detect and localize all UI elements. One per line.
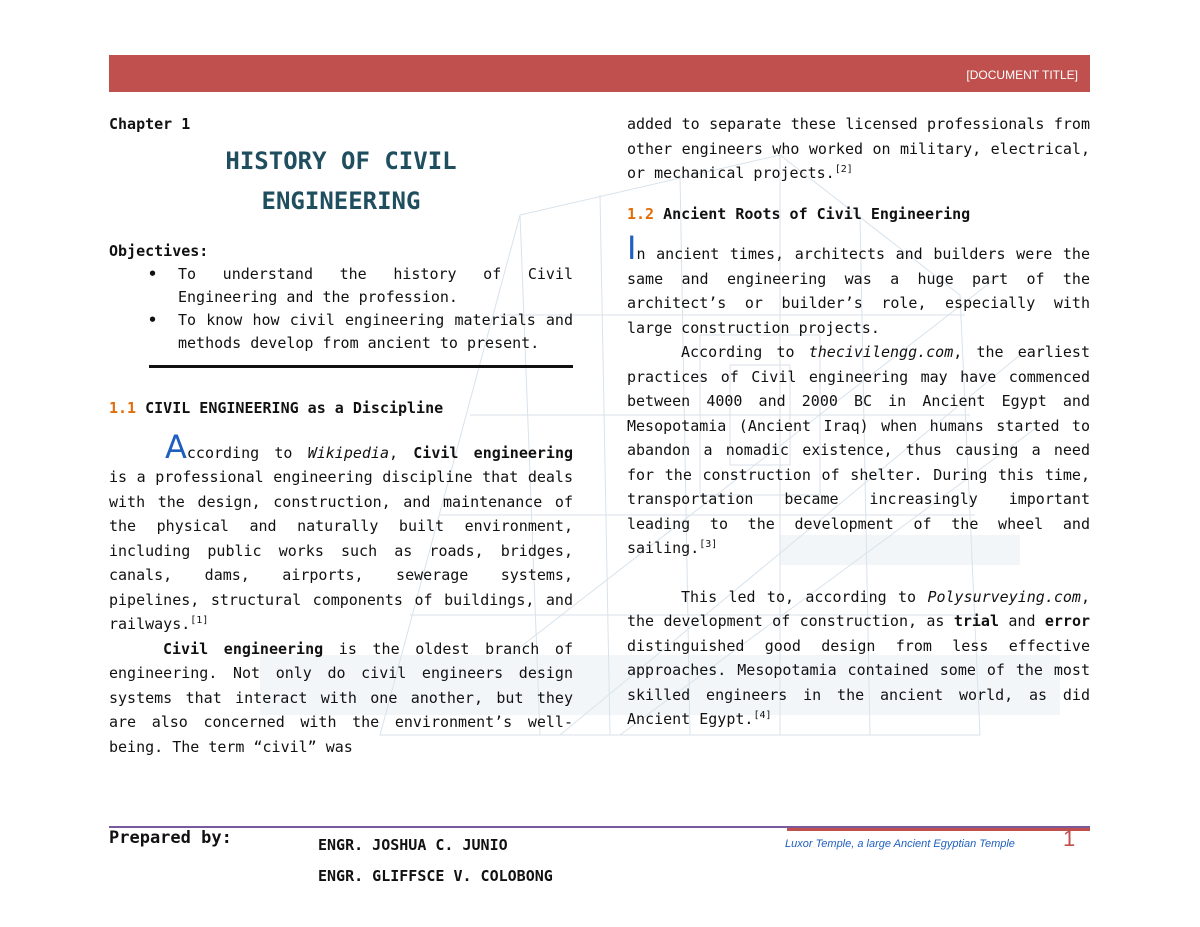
text: distinguished good design from less effective approaches. Mesopotamia contained some of the most skilled engineers in the ancient world, as did Ancient Egypt. [627,636,1090,728]
objective-item: • To understand the history of Civil Engineering and the profession. [178,263,573,309]
term: Civil engineering [163,639,324,658]
section-number: 1.2 [627,204,655,223]
reference: [2] [834,164,853,175]
paragraph [627,585,1090,732]
drop-cap: A [165,427,187,466]
section-title: CIVIL ENGINEERING as a Discipline [145,399,444,417]
text: and [999,612,1045,630]
text: According to [681,343,809,361]
objectives-list [109,263,573,355]
source-name: thecivilengg.com [808,343,954,361]
author-name: ENGR. JOSHUA C. JUNIO [318,836,508,854]
paragraph [627,229,1090,340]
text: n ancient times, architects and builders were the same and engineering was a huge part of the architect’s or builder’s role, especially with large construction projects. [627,245,1090,337]
header-bar [109,55,1090,92]
paragraph [627,340,1090,561]
prepared-by-label: Prepared by: [109,828,232,848]
text: is a professional engineering discipline that deals with the design, construction, and maintenance of the physical and naturally built environment, including public works such as roads, bridges, canals, dams, airports, sewerage systems, pipelines, structural components of buildings, and railways. [109,468,573,633]
reference: [1] [190,615,209,626]
text: , [388,443,414,462]
paragraph [109,637,573,760]
text: added to separate these licensed professionals from other engineers who worked on military, electrical, or mechanical projects. [627,115,1090,182]
chapter-title-line2: ENGINEERING [261,186,421,215]
divider [149,365,573,368]
term: error [1044,612,1091,630]
section-title: Ancient Roots of Civil Engineering [663,204,971,223]
right-column [627,112,1090,732]
left-column [109,112,573,759]
text: This led to, according to [681,587,928,606]
paragraph [109,427,574,637]
chapter-title [109,141,573,221]
term: Civil engineering [413,443,574,462]
objective-item: • To know how civil engineering materials and methods develop from ancient to present. [178,309,573,355]
document-title: [DOCUMENT TITLE] [966,68,1078,82]
reference: [3] [699,539,718,550]
chapter-title-line1: HISTORY OF CIVIL [225,146,457,175]
image-caption: Luxor Temple, a large Ancient Egyptian Temple [785,838,1015,850]
source-name: Wikipedia [307,443,389,462]
text: , the development of construction, as [627,587,1090,630]
section-heading-1-2 [627,202,1090,227]
text: ccording to [186,443,308,462]
footer-accent-bar [787,828,1090,831]
paragraph [627,112,1090,186]
text: is the oldest branch of engineering. Not only do civil engineers design systems that interact with one another, but they are also concerned with the environment’s well-being. The term “civil” was [109,639,573,756]
source-name: Polysurveying.com [927,587,1081,606]
page-number: 1 [1063,826,1076,851]
text: , the earliest practices of Civil engineering may have commenced between 4000 and 2000 BC in Ancient Egypt and Mesopotamia (Ancient Iraq) when humans started to abandon a nomadic existence, thus causing a need for the construction of shelter. During this time, transportation became increasingly important leading to the development of the wheel and sailing. [627,343,1090,557]
chapter-label: Chapter 1 [109,115,191,133]
author-names [318,830,553,892]
objectives-heading: Objectives: [109,241,209,260]
section-heading-1-1 [109,396,573,421]
section-number: 1.1 [109,399,137,417]
reference: [4] [753,710,772,721]
drop-cap: I [627,229,637,267]
author-name: ENGR. GLIFFSCE V. COLOBONG [318,867,553,885]
term: trial [953,612,999,630]
